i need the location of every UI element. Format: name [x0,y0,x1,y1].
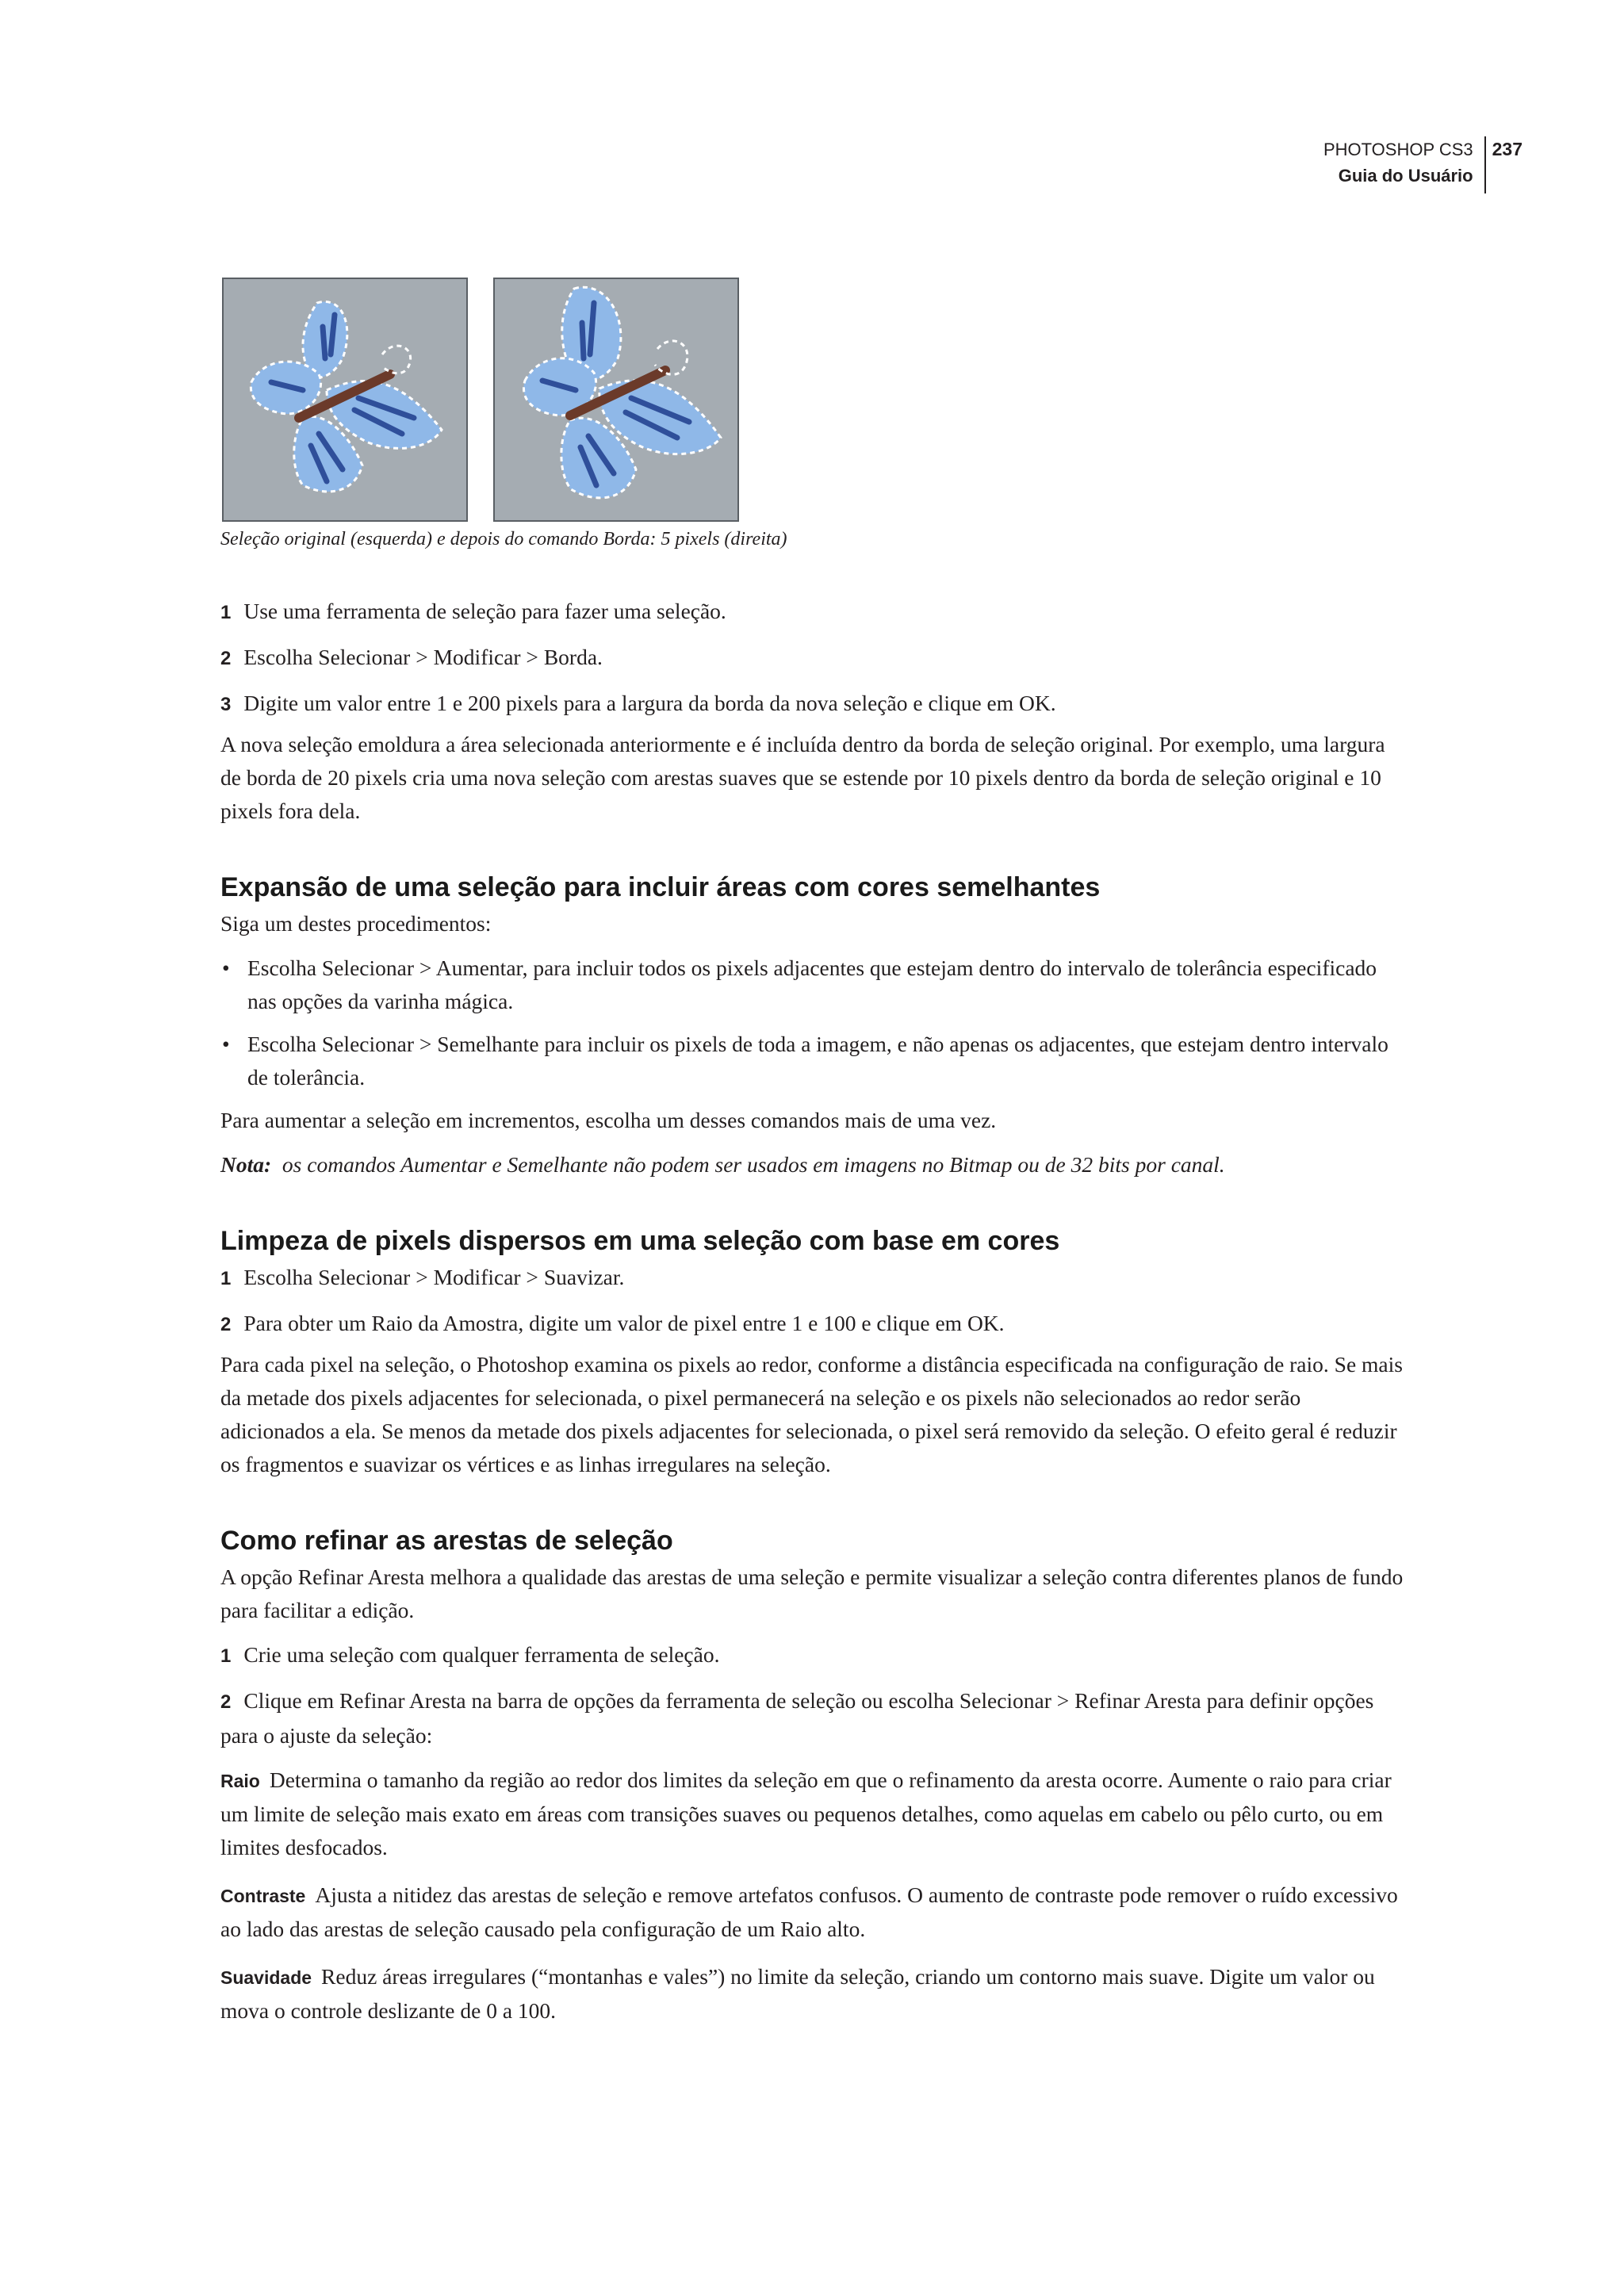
expand-note [220,1148,1410,1181]
heading-clean: Limpeza de pixels dispersos em uma seleção com base em cores [220,1226,1060,1256]
term-suavidade [220,1960,1410,2028]
butterfly-figure [222,278,739,522]
step-number: 3 [220,694,232,715]
step-number: 1 [220,1268,232,1289]
step-text: Escolha Selecionar > Modificar > Suavizar. [243,1265,625,1289]
header-guide: Guia do Usuário [1338,166,1473,186]
step-text: Para obter um Raio da Amostra, digite um valor de pixel entre 1 e 100 e clique em OK. [243,1311,1005,1335]
term-contraste [220,1878,1410,1946]
border-step-3 [220,687,1410,722]
step-text: Clique em Refinar Aresta na barra de opções da ferramenta de seleção ou escolha Selecionar > Refinar Aresta para definir opções para o ajuste da seleção: [220,1688,1374,1748]
step-number: 1 [220,1645,232,1667]
refine-step-2 [220,1684,1410,1752]
bullet-text: Escolha Selecionar > Semelhante para incluir os pixels de toda a imagem, e não apenas os adjacentes, que estejam dentro intervalo de tolerância. [247,1032,1388,1090]
step-text: Escolha Selecionar > Modificar > Borda. [243,645,603,669]
step-number: 1 [220,602,232,623]
heading-expand: Expansão de uma seleção para incluir áreas com cores semelhantes [220,872,1101,902]
note-label: Nota: [220,1152,272,1177]
border-step-1 [220,595,1410,630]
term-text: Determina o tamanho da região ao redor dos limites da seleção em que o refinamento da aresta ocorre. Aumente o raio para criar um limite de seleção mais exato em áreas com transições suaves ou pequenos detalhes, como aquelas em cabelo ou pêlo curto, ou em limites desfocados. [220,1767,1392,1859]
butterfly-border [523,287,721,498]
bullet-marker: • [222,1032,230,1056]
term-label: Contraste [220,1886,306,1906]
bullet-text: Escolha Selecionar > Aumentar, para incluir todos os pixels adjacentes que estejam dentro do intervalo de tolerância especificado nas opções da varinha mágica. [247,956,1377,1013]
term-label: Suavidade [220,1967,312,1988]
note-text: os comandos Aumentar e Semelhante não podem ser usados em imagens no Bitmap ou de 32 bits por canal. [282,1152,1225,1177]
step-number: 2 [220,648,232,669]
expand-bullet-2 [220,1028,1410,1094]
term-label: Raio [220,1771,260,1791]
refine-intro: A opção Refinar Aresta melhora a qualidade das arestas de uma seleção e permite visualizar a seleção contra diferentes planos de fundo para facilitar a edição. [220,1564,1404,1622]
step-text: Digite um valor entre 1 e 200 pixels para a largura da borda da nova seleção e clique em OK. [243,691,1056,715]
expand-paragraph: Para aumentar a seleção em incrementos, escolha um desses comandos mais de uma vez. [220,1108,997,1132]
term-text: Ajusta a nitidez das arestas de seleção e remove artefatos confusos. O aumento de contraste pode remover o ruído excessivo ao lado das arestas de seleção causado pela configuração de um Raio alto. [220,1882,1398,1941]
border-paragraph: A nova seleção emoldura a área selecionada anteriormente e é incluída dentro da borda de seleção original. Por exemplo, uma largura de borda de 20 pixels cria uma nova seleção com arestas suaves que se estende por 10 pixels dentro da borda de seleção original e 10 pixels fora dela. [220,732,1385,823]
bullet-marker: • [222,956,230,980]
refine-step-1 [220,1638,1410,1673]
butterfly-border-image [493,278,739,522]
header-text [1323,136,1484,189]
main-content [220,595,1410,2042]
clean-step-1 [220,1261,1410,1296]
expand-intro: Siga um destes procedimentos: [220,911,492,936]
heading-refine: Como refinar as arestas de seleção [220,1526,673,1556]
term-text: Reduz áreas irregulares (“montanhas e vales”) no limite da seleção, criando um contorno mais suave. Digite um valor ou mova o controle deslizante de 0 a 100. [220,1964,1375,2023]
figure-caption: Seleção original (esquerda) e depois do comando Borda: 5 pixels (direita) [220,529,787,550]
butterfly-original-image [222,278,468,522]
border-step-2 [220,641,1410,676]
clean-step-2 [220,1307,1410,1342]
clean-paragraph: Para cada pixel na seleção, o Photoshop examina os pixels ao redor, conforme a distância especificada na configuração de raio. Se mais da metade dos pixels adjacentes for selecionada, o pixel permanecerá na seleção e os pixels não selecionados ao redor serão adicionados a ela. Se menos da metade dos pixels adjacentes for selecionada, o pixel será removido da seleção. O efeito geral é reduzir os fragmentos e suavizar os vértices e as linhas irregulares na seleção. [220,1352,1403,1476]
step-text: Crie uma seleção com qualquer ferramenta de seleção. [243,1642,720,1667]
page-number: 237 [1492,139,1522,159]
expand-bullet-1 [220,952,1410,1018]
step-number: 2 [220,1691,232,1713]
running-header [1323,136,1522,193]
step-number: 2 [220,1314,232,1335]
term-raio [220,1764,1410,1864]
header-product: PHOTOSHOP CS3 [1323,140,1473,159]
butterfly-original [251,301,442,492]
step-text: Use uma ferramenta de seleção para fazer uma seleção. [243,599,726,623]
